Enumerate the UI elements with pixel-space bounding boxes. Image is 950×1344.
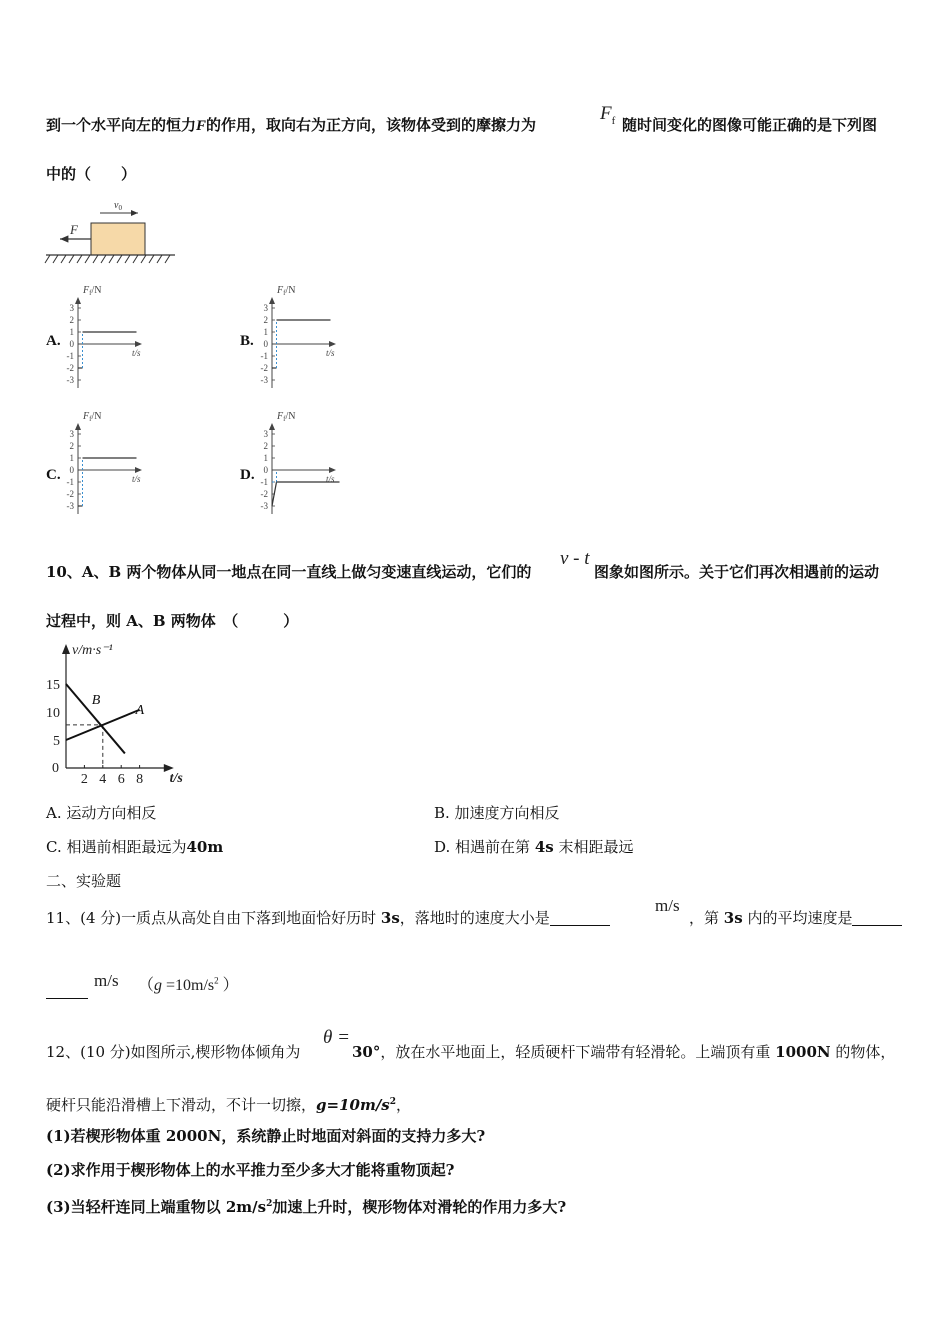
q10-line2: 过程中，则 A、B 两物体 （ ）: [46, 612, 299, 630]
option-a-graph: [58, 282, 168, 392]
y-tick-label: 2: [263, 441, 268, 451]
y-tick-label: 3: [263, 429, 268, 439]
q11-unit-1: m/s: [655, 896, 680, 915]
q12-line1-a: 12、(10 分)如图所示,楔形物体倾角为: [46, 1043, 301, 1061]
x-tick-label: 8: [136, 772, 144, 786]
q12-part-1: (1)若楔形物体重 2000N，系统静止时地面对斜面的支持力多大?: [46, 1127, 486, 1145]
q12-part-3: (3)当轻杆连同上端重物以 $2m/s^2$加速上升时，楔形物体对滑轮的作用力多大?: [46, 1198, 567, 1216]
y-tick-label: -2: [260, 363, 268, 373]
y-axis-arrow: [269, 423, 275, 430]
y-tick-label: 3: [263, 303, 268, 313]
y-tick-label: 2: [263, 315, 268, 325]
y-tick-label: 1: [69, 453, 74, 463]
series-label-a: A: [135, 702, 145, 718]
q9-text-c: 随时间变化的图像可能正确的是下列图: [622, 116, 878, 134]
y-tick-label: 15: [46, 678, 60, 693]
y-axis-arrow: [75, 297, 81, 304]
y-tick-label: -2: [66, 489, 74, 499]
q10-line1-b: 图象如图所示。关于它们再次相遇前的运动: [594, 563, 880, 581]
y-tick-label: 0: [69, 465, 74, 475]
y-tick-label: 1: [69, 327, 74, 337]
y-axis-arrow: [75, 423, 81, 430]
q9-text-a: 到一个水平向左的恒力: [46, 116, 197, 134]
q11-blank-2-cont[interactable]: [46, 983, 88, 999]
y-axis-label: $F_f/N$: [277, 411, 296, 423]
y-tick-label: -2: [66, 363, 74, 373]
y-tick-label: -1: [260, 351, 268, 361]
y-tick-label: -1: [66, 351, 74, 361]
series-label-b: B: [91, 693, 101, 709]
option-a-label: A.: [46, 333, 61, 349]
ground-hatch: [45, 255, 170, 263]
option-c-label: C.: [46, 467, 61, 483]
y-tick-label: 3: [69, 429, 74, 439]
x-tick-label: 2: [80, 772, 88, 786]
x-axis-label: t/s: [132, 474, 141, 484]
y-tick-label: 5: [53, 734, 60, 749]
x-axis-arrow: [329, 467, 336, 473]
option-b-graph: [252, 282, 362, 392]
q9-force-var: F: [196, 118, 207, 134]
y-tick-label: -2: [260, 489, 268, 499]
y-tick-label: -3: [260, 375, 268, 385]
section-title: 二、实验题: [46, 872, 122, 890]
x-axis-label: t/s: [132, 348, 141, 358]
origin-label: 0: [52, 761, 59, 776]
y-axis-label: $F_f/N$: [277, 285, 296, 297]
y-tick-label: 0: [69, 339, 74, 349]
x-axis-label: t/s: [326, 474, 335, 484]
y-tick-label: 1: [263, 327, 268, 337]
y-axis-label: $F_f/N$: [83, 285, 102, 297]
y-axis-label: $F_f/N$: [83, 411, 102, 423]
y-axis-arrow: [269, 297, 275, 304]
q10-vt-var: v - t: [560, 548, 590, 569]
y-tick-label: -1: [260, 477, 268, 487]
y-tick-label: 0: [263, 465, 268, 475]
y-tick-label: -3: [260, 501, 268, 511]
q12-theta: θ =: [323, 1027, 350, 1048]
x-axis-arrow: [329, 341, 336, 347]
y-tick-label: -3: [66, 501, 74, 511]
y-tick-label: 1: [263, 453, 268, 463]
q10-option-c: C. 相遇前相距最远为40m: [46, 838, 224, 856]
y-tick-label: -1: [66, 477, 74, 487]
q11-g-value: （$g =10m/s^2$ ）: [138, 975, 239, 994]
q11-blank-1[interactable]: [550, 910, 610, 926]
q11-line1: 11、(4 分)一质点从高处自由下落到地面恰好历时 3s，落地时的速度大小是: [46, 908, 610, 928]
option-d-label: D.: [240, 467, 255, 483]
x-axis-arrow: [135, 467, 142, 473]
block: [91, 223, 145, 255]
q9-friction-var: $F_f$: [600, 103, 616, 127]
x-tick-label: 6: [117, 772, 125, 786]
y-axis-arrow: [62, 644, 70, 654]
x-axis-arrow: [135, 341, 142, 347]
q11-unit-2: m/s: [94, 971, 119, 990]
q12-line1-b: 30°，放在水平地面上，轻质硬杆下端带有轻滑轮。上端顶有重 1000N 的物体，: [352, 1043, 896, 1061]
y-tick-label: 2: [69, 441, 74, 451]
velocity-label: $v_0$: [114, 200, 122, 212]
vt-chart: [40, 636, 280, 786]
q10-line1-a: 10、A、B 两个物体从同一地点在同一直线上做匀变速直线运动，它们的: [46, 563, 532, 581]
y-tick-label: 3: [69, 303, 74, 313]
y-tick-label: 2: [69, 315, 74, 325]
x-tick-label: 4: [99, 772, 107, 786]
q10-option-a: A. 运动方向相反: [46, 804, 157, 822]
option-b-label: B.: [240, 333, 254, 349]
q10-option-d: D. 相遇前在第 4s 末相距最远: [434, 838, 634, 856]
q9-line2: 中的（ ）: [46, 165, 137, 183]
x-axis-label: t/s: [326, 348, 335, 358]
option-c-graph: [58, 408, 168, 518]
q9-text-b: 的作用，取向右为正方向，该物体受到的摩擦力为: [206, 116, 537, 134]
y-axis-label: v/m·s⁻¹: [72, 643, 113, 658]
q9-line1: [46, 115, 536, 136]
q10-option-b: B. 加速度方向相反: [434, 804, 560, 822]
y-tick-label: 10: [46, 706, 60, 721]
q12-part-2: (2)求作用于楔形物体上的水平推力至少多大才能将重物顶起?: [46, 1161, 455, 1179]
q12-line2: 硬杆只能沿滑槽上下滑动，不计一切擦，$g=10m/s^2$，: [46, 1096, 412, 1114]
q9-block-figure: [44, 196, 179, 268]
y-tick-label: -3: [66, 375, 74, 385]
x-axis-label: t/s: [169, 771, 183, 786]
option-d-graph: [252, 408, 362, 518]
force-label: F: [70, 222, 78, 237]
y-tick-label: 0: [263, 339, 268, 349]
q11-blank-2[interactable]: [852, 910, 902, 926]
q11-line1-end: ，第 3s 内的平均速度是: [689, 908, 902, 928]
